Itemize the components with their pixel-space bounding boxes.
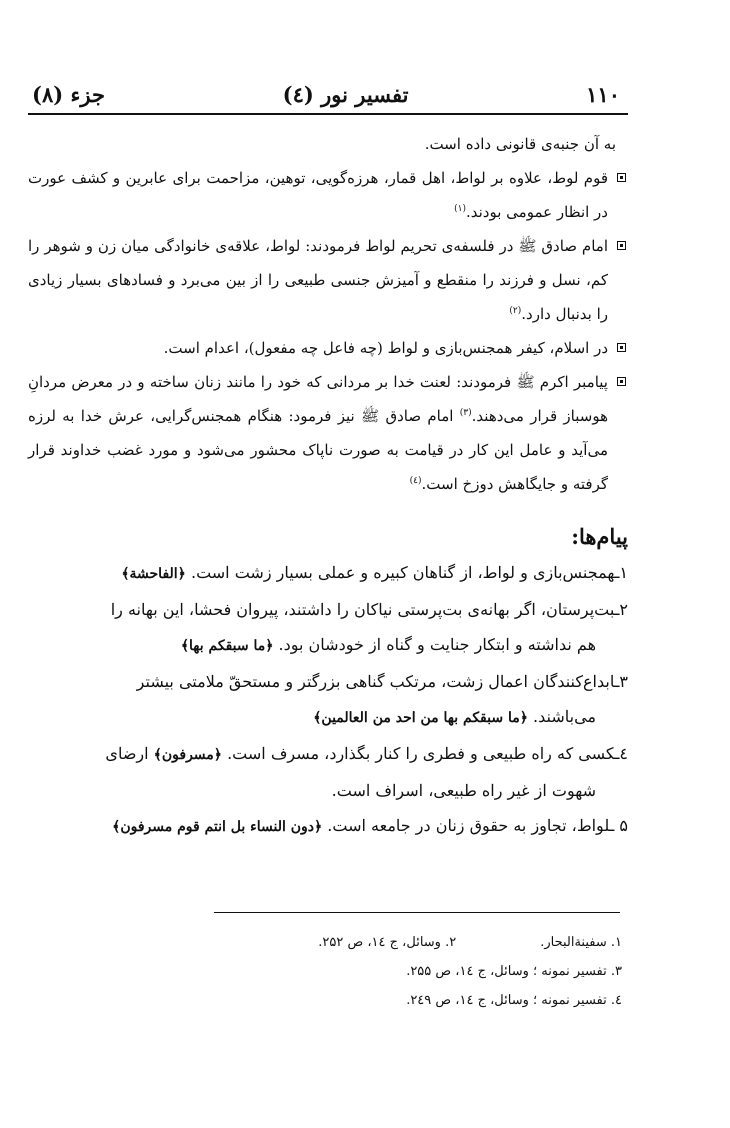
message-text: ارضای (105, 744, 154, 763)
quran-quote: ﴿الفاحشة﴾ (121, 566, 186, 582)
square-bullet-icon (617, 377, 626, 386)
message-continuation (28, 627, 628, 664)
message-text: ابداع‌کنندگان اعمال زشت، مرتکب گناهی بزرگتر و مستحقّ ملامتی بیشتر (136, 672, 615, 691)
message-text: همجنس‌بازی و لواط، از گناهان کبیره و عملی بسیار زشت است. (185, 563, 615, 582)
footnote-row (202, 928, 622, 957)
message-number: ۵ ـ (609, 816, 628, 835)
book-page (28, 82, 628, 845)
page-header (28, 82, 628, 111)
footnotes (202, 928, 622, 1015)
header-divider (28, 113, 628, 115)
message-text: بت‌پرستان، اگر بهانه‌ی بت‌پرستی نیاکان را داشتند، پیروان فحشا، این بهانه را (110, 600, 615, 619)
message-text: کسی که راه طبیعی و فطری را کنار بگذارد، مسرف است. (222, 744, 615, 763)
bullet-text: امام صادق ﷺ در فلسفه‌ی تحریم لواط فرمودند: لواط، علاقه‌ی خانوادگی میان زن و شوهر را کم، نسل و فرزند را منقطع و آمیزش جنسی طبیعی را از بین می‌برد و فسادهای بسیار زیادی را بدنبال دارد. (28, 237, 608, 323)
message-number: ۲ـ (614, 600, 628, 619)
message-continuation (28, 699, 628, 736)
message-item (28, 736, 628, 773)
quran-quote: ﴿ما سبقکم بها﴾ (180, 638, 274, 654)
bullet-text: امام صادق ﷺ نیز فرمود: هنگام همجنس‌گرایی، عرش خدا به لرزه می‌آید و عامل این کار در قیامت به صورت ناپاک محشور می‌شود و مورد غضب خداوند قرار گرفته و جایگاهش دوزخ است. (28, 407, 608, 493)
bullet-paragraph (28, 161, 628, 229)
footnote-row (202, 957, 622, 986)
footnote-ref: (٤) (409, 476, 422, 486)
square-bullet-icon (617, 343, 626, 352)
quran-quote: ﴿مسرفون﴾ (153, 747, 222, 763)
message-number: ٤ـ (614, 744, 628, 763)
message-item (28, 664, 628, 699)
footnote-row (202, 986, 622, 1015)
footnote: ۱. سفینةالبحار. (540, 935, 622, 950)
square-bullet-icon (617, 173, 626, 182)
message-item (28, 555, 628, 592)
message-continuation (28, 773, 628, 808)
message-number: ۳ـ (614, 672, 628, 691)
message-item (28, 808, 628, 845)
quran-quote: ﴿ما سبقکم بها من احد من العالمین﴾ (313, 710, 528, 726)
bullet-paragraph (28, 229, 628, 331)
footnote: ٤. تفسیر نمونه ؛ وسائل، ج ١٤، ص ۲٤۹. (406, 993, 622, 1008)
message-text: لواط، تجاوز به حقوق زنان در جامعه است. (322, 816, 610, 835)
bullet-paragraph (28, 331, 628, 365)
footnote-ref: (۲) (509, 306, 522, 316)
message-text: می‌باشند. (527, 707, 596, 726)
footnote: ۲. وسائل، ج ١٤، ص ۲۵۲. (318, 935, 457, 950)
intro-line: به آن جنبه‌ی قانونی داده است. (424, 135, 616, 153)
footnote-ref: (۳) (459, 408, 472, 418)
footnote-ref: (۱) (454, 204, 466, 214)
message-item (28, 592, 628, 627)
message-number: ۱ـ (614, 563, 628, 582)
quran-quote: ﴿دون النساء بل انتم قوم مسرفون﴾ (112, 819, 323, 835)
bullet-text: در اسلام، کیفر همجنس‌بازی و لواط (چه فاعل چه مفعول)، اعدام است. (163, 339, 608, 357)
message-text: هم نداشته و ابتکار جنایت و گناه از خودشان بود. (273, 635, 596, 654)
bullet-paragraph (28, 365, 628, 501)
bullet-text: پیامبر اکرم ﷺ فرمودند: لعنت خدا بر مردانی که خود را مانند زنان ساخته و در معرض مردانِ هوسباز قرار می‌دهند. (28, 373, 608, 425)
footnote: ۳. تفسیر نمونه ؛ وسائل، ج ١٤، ص ۲۵۵. (406, 964, 622, 979)
messages-heading: پیام‌ها: (571, 524, 628, 549)
juz-label: جزء (٨) (32, 82, 105, 107)
footnote-divider (214, 912, 620, 913)
book-title: تفسیر نور (٤) (282, 82, 409, 107)
bullet-text: قوم لوط، علاوه بر لواط، اهل قمار، هرزه‌گویی، توهین، مزاحمت برای عابرین و کشف عورت در انظار عمومی بودند. (28, 169, 608, 221)
message-text: شهوت از غیر راه طبیعی، اسراف است. (331, 781, 596, 800)
page-number: ۱۱۰ (586, 82, 620, 107)
square-bullet-icon (617, 241, 626, 250)
